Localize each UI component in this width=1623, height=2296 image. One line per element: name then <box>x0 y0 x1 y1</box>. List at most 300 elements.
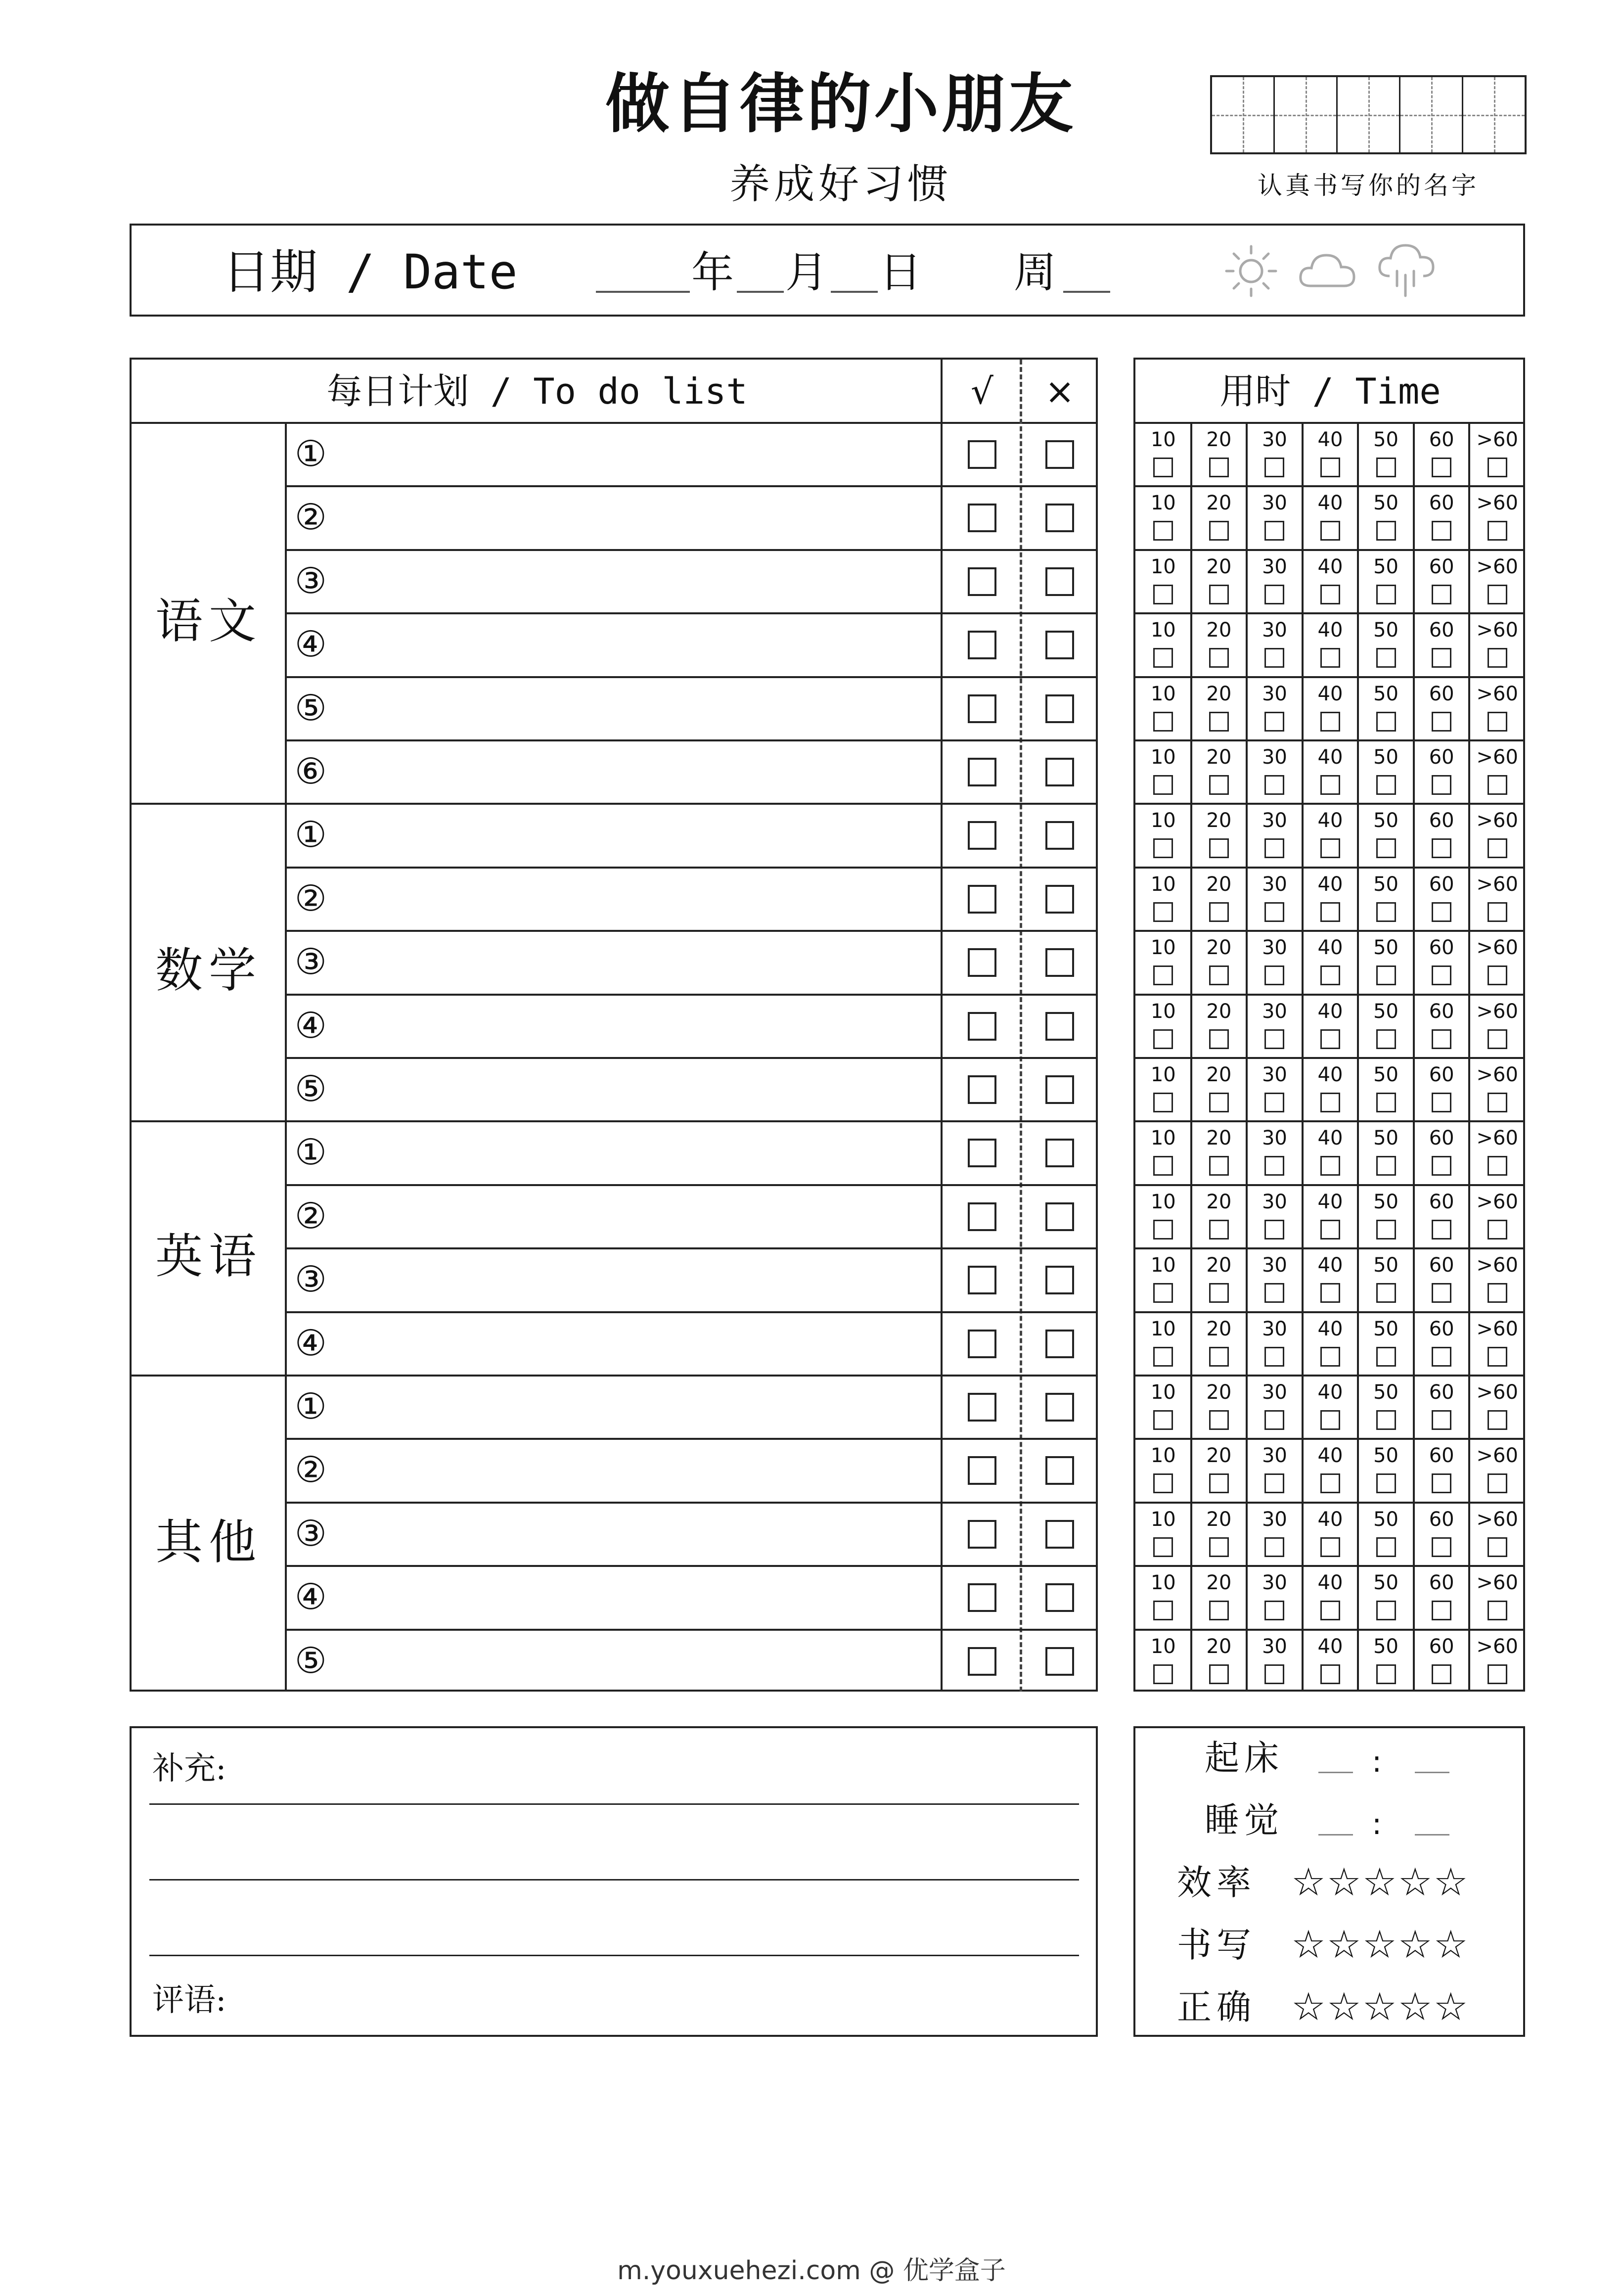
time-checkbox[interactable] <box>1376 521 1396 541</box>
task-input[interactable] <box>340 1126 934 1180</box>
time-checkbox[interactable] <box>1376 775 1396 795</box>
time-checkbox[interactable] <box>1376 458 1396 477</box>
time-checkbox[interactable] <box>1376 1029 1396 1049</box>
done-checkbox[interactable] <box>968 1393 996 1422</box>
time-checkbox[interactable] <box>1264 965 1284 985</box>
undone-checkbox[interactable] <box>1045 504 1074 532</box>
time-option-label: >60 <box>1476 1317 1518 1340</box>
time-checkbox[interactable] <box>1320 1601 1340 1620</box>
done-checkbox[interactable] <box>968 1075 996 1104</box>
task-input[interactable] <box>340 1380 934 1434</box>
time-checkbox[interactable] <box>1264 521 1284 541</box>
done-checkbox[interactable] <box>968 1012 996 1041</box>
task-input[interactable] <box>340 1635 934 1688</box>
time-checkbox[interactable] <box>1209 1156 1229 1176</box>
done-checkbox[interactable] <box>968 758 996 786</box>
done-checkbox[interactable] <box>968 1266 996 1294</box>
name-writing-grid[interactable] <box>1210 75 1527 154</box>
task-input[interactable] <box>340 618 934 672</box>
task-number: ② <box>295 1194 327 1237</box>
time-option-label: 50 <box>1373 1127 1399 1150</box>
time-checkbox[interactable] <box>1153 1029 1173 1049</box>
time-option-label: 50 <box>1373 1571 1399 1595</box>
time-checkbox[interactable] <box>1488 458 1507 477</box>
cloud-icon[interactable] <box>1296 241 1360 301</box>
time-checkbox[interactable] <box>1264 902 1284 922</box>
task-input[interactable] <box>340 872 934 926</box>
task-input[interactable] <box>340 936 934 989</box>
time-checkbox[interactable] <box>1153 1156 1173 1176</box>
time-checkbox[interactable] <box>1432 1473 1451 1493</box>
done-checkbox[interactable] <box>968 1456 996 1485</box>
time-checkbox[interactable] <box>1376 648 1396 668</box>
time-checkbox[interactable] <box>1488 648 1507 668</box>
time-checkbox[interactable] <box>1320 1664 1340 1684</box>
time-checkbox[interactable] <box>1432 838 1451 858</box>
time-option-label: >60 <box>1476 1635 1518 1658</box>
time-checkbox[interactable] <box>1320 1410 1340 1430</box>
time-option-label: >60 <box>1476 619 1518 642</box>
time-option-label: 20 <box>1206 1254 1232 1277</box>
time-checkbox[interactable] <box>1153 838 1173 858</box>
time-checkbox[interactable] <box>1209 1601 1229 1620</box>
task-input[interactable] <box>340 1571 934 1624</box>
time-checkbox[interactable] <box>1488 1093 1507 1112</box>
time-option-label: >60 <box>1476 1571 1518 1595</box>
done-checkbox[interactable] <box>968 694 996 723</box>
done-checkbox[interactable] <box>968 948 996 977</box>
time-checkbox[interactable] <box>1376 1093 1396 1112</box>
year-field[interactable] <box>596 291 690 293</box>
time-checkbox[interactable] <box>1264 648 1284 668</box>
task-input[interactable] <box>340 745 934 799</box>
time-checkbox[interactable] <box>1488 712 1507 732</box>
time-checkbox[interactable] <box>1153 1347 1173 1367</box>
time-checkbox[interactable] <box>1264 1029 1284 1049</box>
time-checkbox[interactable] <box>1488 1537 1507 1557</box>
time-checkbox[interactable] <box>1264 838 1284 858</box>
time-option-label: >60 <box>1476 1254 1518 1277</box>
time-checkbox[interactable] <box>1432 585 1451 604</box>
time-checkbox[interactable] <box>1488 838 1507 858</box>
time-checkbox[interactable] <box>1488 1347 1507 1367</box>
time-checkbox[interactable] <box>1376 1664 1396 1684</box>
time-checkbox[interactable] <box>1376 1347 1396 1367</box>
time-checkbox[interactable] <box>1153 1537 1173 1557</box>
time-checkbox[interactable] <box>1153 458 1173 477</box>
time-checkbox[interactable] <box>1153 1410 1173 1430</box>
time-checkbox[interactable] <box>1153 712 1173 732</box>
time-checkbox[interactable] <box>1320 585 1340 604</box>
undone-checkbox[interactable] <box>1045 821 1074 850</box>
done-checkbox[interactable] <box>968 631 996 659</box>
time-option-label: 30 <box>1262 682 1287 705</box>
undone-checkbox[interactable] <box>1045 1456 1074 1485</box>
task-number: ④ <box>295 1004 327 1046</box>
time-checkbox[interactable] <box>1153 585 1173 604</box>
time-checkbox[interactable] <box>1432 1029 1451 1049</box>
task-input[interactable] <box>340 682 934 735</box>
task-input[interactable] <box>340 491 934 545</box>
time-checkbox[interactable] <box>1376 838 1396 858</box>
sleep-label: 睡觉 <box>1205 1800 1284 1840</box>
time-option-label: 20 <box>1206 936 1232 960</box>
time-option-label: >60 <box>1476 1508 1518 1531</box>
time-checkbox[interactable] <box>1488 1029 1507 1049</box>
time-checkbox[interactable] <box>1209 1029 1229 1049</box>
time-checkbox[interactable] <box>1153 1220 1173 1240</box>
time-checkbox[interactable] <box>1209 712 1229 732</box>
time-checkbox[interactable] <box>1320 965 1340 985</box>
time-checkbox[interactable] <box>1432 1537 1451 1557</box>
time-checkbox[interactable] <box>1264 1347 1284 1367</box>
time-checkbox[interactable] <box>1209 1283 1229 1303</box>
time-checkbox[interactable] <box>1264 585 1284 604</box>
time-checkbox[interactable] <box>1153 521 1173 541</box>
time-checkbox[interactable] <box>1264 458 1284 477</box>
time-option-label: 20 <box>1206 1508 1232 1531</box>
undone-checkbox[interactable] <box>1045 885 1074 914</box>
time-checkbox[interactable] <box>1432 1601 1451 1620</box>
time-checkbox[interactable] <box>1320 458 1340 477</box>
done-checkbox[interactable] <box>968 885 996 914</box>
time-checkbox[interactable] <box>1264 1156 1284 1176</box>
time-option-label: 60 <box>1429 1254 1454 1277</box>
writing-stars[interactable]: ☆☆☆☆☆ <box>1291 1923 1469 1967</box>
efficiency-stars[interactable]: ☆☆☆☆☆ <box>1291 1860 1469 1905</box>
time-checkbox[interactable] <box>1488 521 1507 541</box>
time-checkbox[interactable] <box>1209 1664 1229 1684</box>
subject-label: 其他 <box>155 1515 262 1570</box>
undone-checkbox[interactable] <box>1045 1266 1074 1294</box>
done-checkbox[interactable] <box>968 1583 996 1612</box>
time-checkbox[interactable] <box>1432 775 1451 795</box>
time-option-label: 10 <box>1150 1381 1176 1404</box>
time-checkbox[interactable] <box>1153 1473 1173 1493</box>
time-checkbox[interactable] <box>1264 1093 1284 1112</box>
undone-checkbox[interactable] <box>1045 1520 1074 1549</box>
time-checkbox[interactable] <box>1209 458 1229 477</box>
time-checkbox[interactable] <box>1320 648 1340 668</box>
done-checkbox[interactable] <box>968 567 996 596</box>
time-checkbox[interactable] <box>1432 1410 1451 1430</box>
time-checkbox[interactable] <box>1209 648 1229 668</box>
time-option-label: 20 <box>1206 1381 1232 1404</box>
time-option-label: 40 <box>1317 809 1343 832</box>
time-option-label: 40 <box>1317 1444 1343 1468</box>
task-number: ⑤ <box>295 1639 327 1681</box>
page-title: 做自律的小朋友 <box>605 66 1076 141</box>
task-number: ④ <box>295 1576 327 1618</box>
time-option-label: 50 <box>1373 1381 1399 1404</box>
time-checkbox[interactable] <box>1376 902 1396 922</box>
undone-checkbox[interactable] <box>1045 1330 1074 1358</box>
time-checkbox[interactable] <box>1432 648 1451 668</box>
time-option-label: 20 <box>1206 1317 1232 1340</box>
wake-minute-field[interactable] <box>1415 1772 1449 1773</box>
wake-hour-field[interactable] <box>1318 1772 1353 1773</box>
time-checkbox[interactable] <box>1264 712 1284 732</box>
undone-checkbox[interactable] <box>1045 440 1074 469</box>
time-checkbox[interactable] <box>1320 1537 1340 1557</box>
time-option-label: 50 <box>1373 1317 1399 1340</box>
undone-checkbox[interactable] <box>1045 1647 1074 1676</box>
time-checkbox[interactable] <box>1432 1093 1451 1112</box>
task-input[interactable] <box>340 1444 934 1497</box>
time-option-label: 60 <box>1429 872 1454 896</box>
time-checkbox[interactable] <box>1488 1473 1507 1493</box>
time-checkbox[interactable] <box>1376 712 1396 732</box>
note-line[interactable] <box>149 1879 1079 1881</box>
time-checkbox[interactable] <box>1320 1473 1340 1493</box>
time-checkbox[interactable] <box>1432 458 1451 477</box>
time-option-label: 20 <box>1206 872 1232 896</box>
time-option-label: 30 <box>1262 936 1287 960</box>
time-option-label: >60 <box>1476 936 1518 960</box>
wake-label: 起床 <box>1205 1738 1284 1778</box>
name-cell[interactable] <box>1463 77 1525 152</box>
task-number: ③ <box>295 1512 327 1554</box>
time-checkbox[interactable] <box>1432 965 1451 985</box>
time-option-label: 30 <box>1262 746 1287 769</box>
status-panel <box>1133 1726 1525 2037</box>
time-checkbox[interactable] <box>1320 1029 1340 1049</box>
time-checkbox[interactable] <box>1488 902 1507 922</box>
task-input[interactable] <box>340 555 934 608</box>
name-cell[interactable] <box>1212 77 1275 152</box>
done-checkbox[interactable] <box>968 1330 996 1358</box>
time-checkbox[interactable] <box>1153 1664 1173 1684</box>
time-checkbox[interactable] <box>1153 902 1173 922</box>
writing-label: 书写 <box>1177 1925 1256 1965</box>
day-field[interactable] <box>831 291 878 293</box>
time-checkbox[interactable] <box>1209 1347 1229 1367</box>
time-checkbox[interactable] <box>1320 838 1340 858</box>
time-checkbox[interactable] <box>1209 1537 1229 1557</box>
time-checkbox[interactable] <box>1376 1220 1396 1240</box>
time-checkbox[interactable] <box>1153 1601 1173 1620</box>
sun-icon[interactable] <box>1221 241 1281 301</box>
time-checkbox[interactable] <box>1488 1220 1507 1240</box>
time-option-label: 60 <box>1429 1381 1454 1404</box>
time-checkbox[interactable] <box>1209 585 1229 604</box>
time-option-label: 10 <box>1150 1571 1176 1595</box>
time-option-label: 30 <box>1262 492 1287 515</box>
time-checkbox[interactable] <box>1432 1156 1451 1176</box>
time-checkbox[interactable] <box>1264 1410 1284 1430</box>
sleep-minute-field[interactable] <box>1415 1834 1449 1836</box>
time-checkbox[interactable] <box>1320 1220 1340 1240</box>
time-checkbox[interactable] <box>1209 775 1229 795</box>
time-option-label: 50 <box>1373 1635 1399 1658</box>
time-checkbox[interactable] <box>1376 1537 1396 1557</box>
task-input[interactable] <box>340 1190 934 1243</box>
time-option-label: 40 <box>1317 872 1343 896</box>
subject-label: 英语 <box>155 1229 262 1285</box>
time-checkbox[interactable] <box>1488 1283 1507 1303</box>
task-input[interactable] <box>340 1063 934 1116</box>
time-checkbox[interactable] <box>1320 1347 1340 1367</box>
time-option-label: 50 <box>1373 1254 1399 1277</box>
time-checkbox[interactable] <box>1264 1283 1284 1303</box>
time-option-label: 10 <box>1150 555 1176 578</box>
task-number: ⑥ <box>295 750 327 792</box>
time-checkbox[interactable] <box>1209 1220 1229 1240</box>
time-option-label: 10 <box>1150 1508 1176 1531</box>
task-input[interactable] <box>340 1317 934 1371</box>
time-checkbox[interactable] <box>1320 1283 1340 1303</box>
time-checkbox[interactable] <box>1153 648 1173 668</box>
task-input[interactable] <box>340 809 934 862</box>
task-input[interactable] <box>340 428 934 481</box>
time-checkbox[interactable] <box>1264 775 1284 795</box>
task-number: ⑤ <box>295 1068 327 1109</box>
name-hint: 认真书写你的名字 <box>1258 171 1479 200</box>
time-option-label: 20 <box>1206 682 1232 705</box>
time-checkbox[interactable] <box>1488 965 1507 985</box>
done-checkbox[interactable] <box>968 1647 996 1676</box>
undone-checkbox[interactable] <box>1045 567 1074 596</box>
time-option-label: 40 <box>1317 1000 1343 1023</box>
time-checkbox[interactable] <box>1264 1537 1284 1557</box>
done-checkbox[interactable] <box>968 1139 996 1167</box>
time-checkbox[interactable] <box>1320 712 1340 732</box>
time-checkbox[interactable] <box>1488 1664 1507 1684</box>
task-number: ① <box>295 433 327 474</box>
task-input[interactable] <box>340 1000 934 1053</box>
time-checkbox[interactable] <box>1209 1410 1229 1430</box>
time-option-label: 20 <box>1206 1000 1232 1023</box>
time-checkbox[interactable] <box>1488 775 1507 795</box>
undone-checkbox[interactable] <box>1045 1075 1074 1104</box>
week-field[interactable] <box>1063 291 1110 293</box>
time-header: 用时 / Time <box>1219 370 1441 412</box>
undone-checkbox[interactable] <box>1045 1393 1074 1422</box>
time-option-label: 10 <box>1150 492 1176 515</box>
time-checkbox[interactable] <box>1432 902 1451 922</box>
subject-label: 语文 <box>155 594 262 649</box>
time-option-label: 50 <box>1373 746 1399 769</box>
name-cell[interactable] <box>1338 77 1400 152</box>
time-option-label: >60 <box>1476 555 1518 578</box>
time-checkbox[interactable] <box>1432 1283 1451 1303</box>
done-checkbox[interactable] <box>968 1520 996 1549</box>
time-checkbox[interactable] <box>1320 902 1340 922</box>
time-checkbox[interactable] <box>1488 1156 1507 1176</box>
time-option-label: >60 <box>1476 492 1518 515</box>
done-checkbox[interactable] <box>968 821 996 850</box>
undone-checkbox[interactable] <box>1045 948 1074 977</box>
task-input[interactable] <box>340 1508 934 1561</box>
time-checkbox[interactable] <box>1209 838 1229 858</box>
time-option-label: 50 <box>1373 809 1399 832</box>
time-checkbox[interactable] <box>1376 1156 1396 1176</box>
time-checkbox[interactable] <box>1488 585 1507 604</box>
time-checkbox[interactable] <box>1320 775 1340 795</box>
time-option-label: >60 <box>1476 1063 1518 1086</box>
time-option-label: 60 <box>1429 1317 1454 1340</box>
time-checkbox[interactable] <box>1432 1220 1451 1240</box>
time-option-label: 50 <box>1373 1190 1399 1213</box>
done-checkbox[interactable] <box>968 440 996 469</box>
time-checkbox[interactable] <box>1376 1410 1396 1430</box>
undone-checkbox[interactable] <box>1045 758 1074 786</box>
rain-icon[interactable] <box>1375 236 1439 306</box>
task-input[interactable] <box>340 1253 934 1307</box>
time-checkbox[interactable] <box>1264 1473 1284 1493</box>
undone-checkbox[interactable] <box>1045 694 1074 723</box>
time-option-label: 20 <box>1206 1444 1232 1468</box>
time-checkbox[interactable] <box>1488 1601 1507 1620</box>
time-checkbox[interactable] <box>1376 1601 1396 1620</box>
note-line[interactable] <box>149 1955 1079 1956</box>
time-checkbox[interactable] <box>1432 712 1451 732</box>
undone-checkbox[interactable] <box>1045 1012 1074 1041</box>
time-option-label: 30 <box>1262 1063 1287 1086</box>
time-checkbox[interactable] <box>1376 1283 1396 1303</box>
time-checkbox[interactable] <box>1376 1473 1396 1493</box>
time-checkbox[interactable] <box>1264 1601 1284 1620</box>
time-checkbox[interactable] <box>1488 1410 1507 1430</box>
undone-checkbox[interactable] <box>1045 1139 1074 1167</box>
time-option-label: 60 <box>1429 1063 1454 1086</box>
todo-table <box>130 358 1098 1692</box>
month-field[interactable] <box>737 291 784 293</box>
name-cell[interactable] <box>1275 77 1338 152</box>
time-option-label: 50 <box>1373 619 1399 642</box>
time-checkbox[interactable] <box>1153 965 1173 985</box>
done-checkbox[interactable] <box>968 1202 996 1231</box>
time-option-label: 60 <box>1429 1190 1454 1213</box>
time-option-label: 30 <box>1262 1254 1287 1277</box>
time-option-label: 10 <box>1150 682 1176 705</box>
time-checkbox[interactable] <box>1153 1093 1173 1112</box>
time-checkbox[interactable] <box>1209 1093 1229 1112</box>
time-checkbox[interactable] <box>1376 965 1396 985</box>
time-checkbox[interactable] <box>1320 1156 1340 1176</box>
time-option-label: 40 <box>1317 1317 1343 1340</box>
sleep-hour-field[interactable] <box>1318 1834 1353 1836</box>
time-checkbox[interactable] <box>1320 1093 1340 1112</box>
time-checkbox[interactable] <box>1376 585 1396 604</box>
accuracy-stars[interactable]: ☆☆☆☆☆ <box>1291 1985 1469 2029</box>
time-checkbox[interactable] <box>1209 521 1229 541</box>
time-checkbox[interactable] <box>1264 1220 1284 1240</box>
undone-checkbox[interactable] <box>1045 1583 1074 1612</box>
time-checkbox[interactable] <box>1320 521 1340 541</box>
time-checkbox[interactable] <box>1209 1473 1229 1493</box>
undone-checkbox[interactable] <box>1045 1202 1074 1231</box>
time-option-label: 60 <box>1429 936 1454 960</box>
time-option-label: 40 <box>1317 746 1343 769</box>
time-checkbox[interactable] <box>1209 902 1229 922</box>
undone-checkbox[interactable] <box>1045 631 1074 659</box>
name-cell[interactable] <box>1400 77 1463 152</box>
time-checkbox[interactable] <box>1432 1347 1451 1367</box>
time-checkbox[interactable] <box>1264 1664 1284 1684</box>
time-option-label: 20 <box>1206 1063 1232 1086</box>
done-checkbox[interactable] <box>968 504 996 532</box>
time-checkbox[interactable] <box>1432 521 1451 541</box>
time-checkbox[interactable] <box>1432 1664 1451 1684</box>
task-number: ① <box>295 1385 327 1427</box>
time-option-label: 50 <box>1373 428 1399 451</box>
time-checkbox[interactable] <box>1209 965 1229 985</box>
time-checkbox[interactable] <box>1153 775 1173 795</box>
time-option-label: >60 <box>1476 682 1518 705</box>
time-checkbox[interactable] <box>1153 1283 1173 1303</box>
note-line[interactable] <box>149 1803 1079 1805</box>
